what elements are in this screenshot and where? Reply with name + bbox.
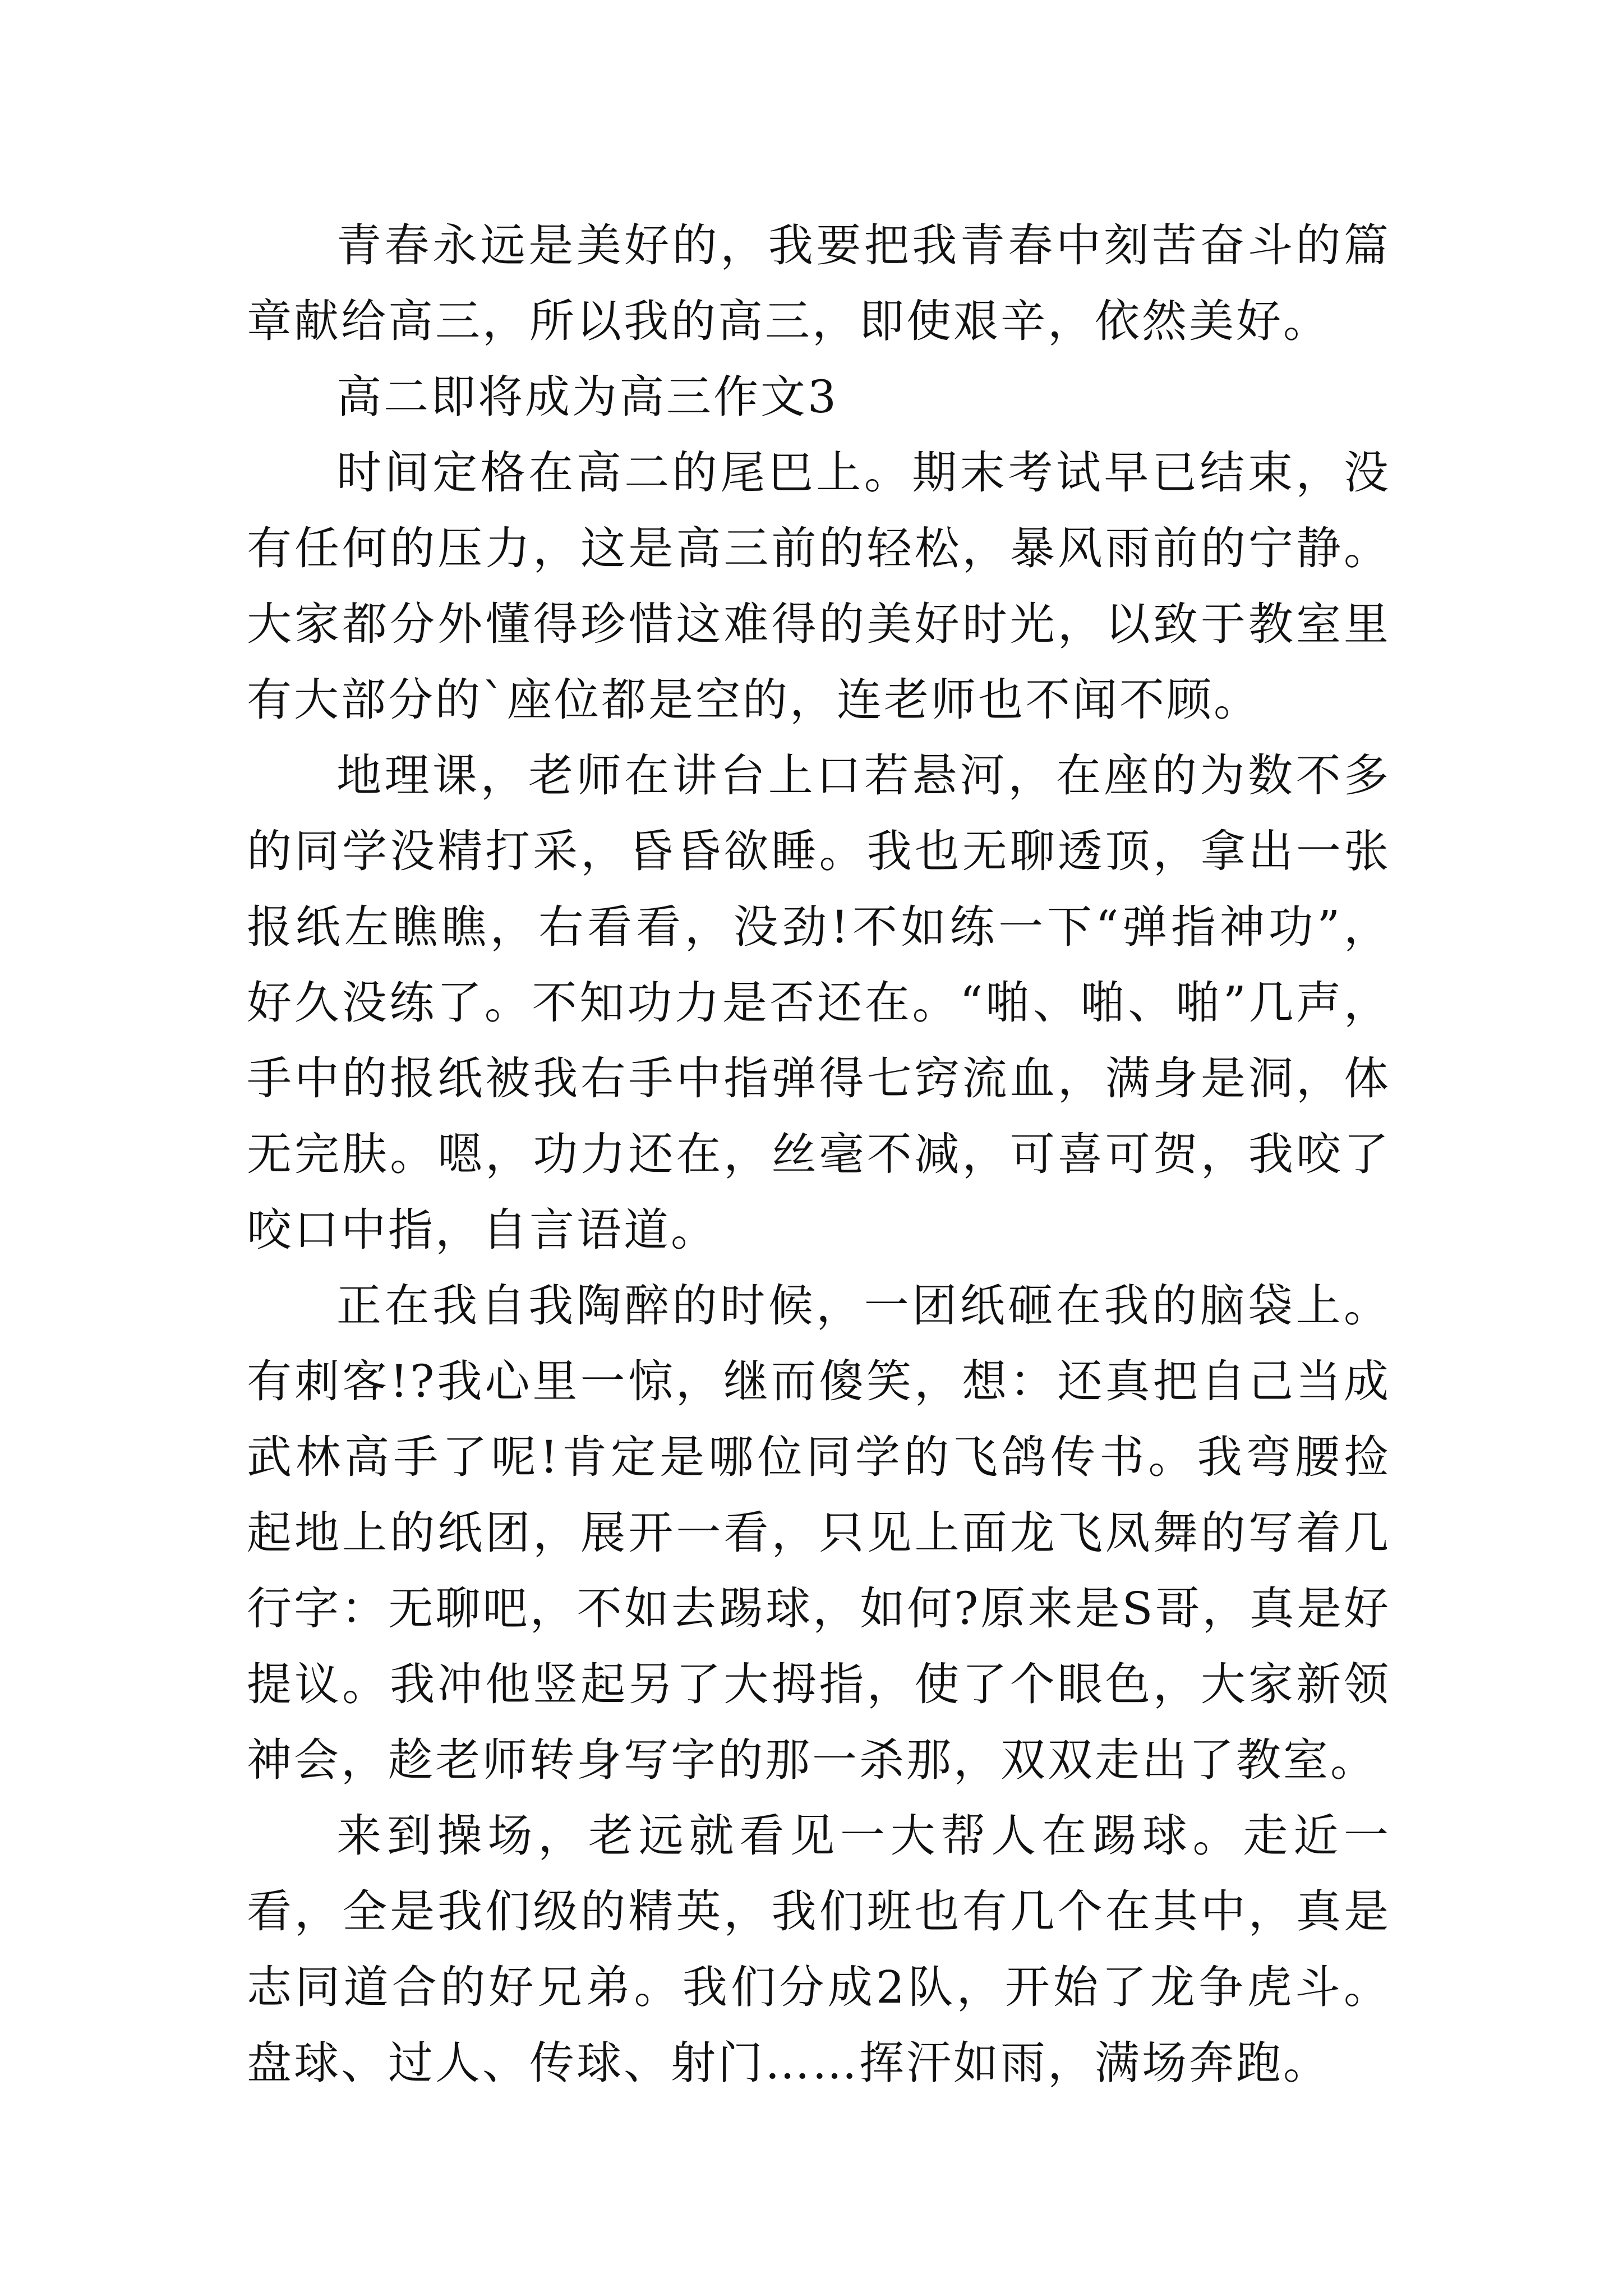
paragraph-intro-ending: 青春永远是美好的，我要把我青春中刻苦奋斗的篇章献给高三，所以我的高三，即使艰辛，依然美好。 [247,219,1391,347]
document-body [247,208,1391,2101]
paragraph-paper-ball: 正在我自我陶醉的时候，一团纸砸在我的脑袋上。有刺客!?我心里一惊，继而傻笑，想：还真把自己当成武林高手了呢!肯定是哪位同学的飞鸽传书。我弯腰捡起地上的纸团，展开一看，只见上面龙飞凤舞的写着几行字：无聊吧，不如去踢球，如何?原来是S哥，真是好提议。我冲他竖起另了大拇指，使了个眼色，大家新领神会，趁老师转身写字的那一杀那，双双走出了教室。 [247,1280,1391,1786]
paragraph-geography-class: 地理课，老师在讲台上口若悬河，在座的为数不多的同学没精打采，昏昏欲睡。我也无聊透顶，拿出一张报纸左瞧瞧，右看看，没劲!不如练一下“弹指神功”，好久没练了。不知功力是否还在。“啪、啪、啪”几声，手中的报纸被我右手中指弹得七窍流血，满身是洞，体无完肤。嗯，功力还在，丝毫不减，可喜可贺，我咬了咬口中指，自言语道。 [247,749,1391,1256]
paragraph-playground: 来到操场，老远就看见一大帮人在踢球。走近一看，全是我们级的精英，我们班也有几个在其中，真是志同道合的好兄弟。我们分成2队，开始了龙争虎斗。盘球、过人、传球、射门……挥汗如雨，满场奔跑。 [247,1810,1391,2089]
paragraph-time: 时间定格在高二的尾巴上。期末考试早已结束，没有任何的压力，这是高三前的轻松，暴风雨前的宁静。大家都分外懂得珍惜这难得的美好时光，以致于教室里有大部分的`座位都是空的，连老师也不闻不顾。 [247,447,1391,726]
essay-heading: 高二即将成为高三作文3 [336,371,838,423]
